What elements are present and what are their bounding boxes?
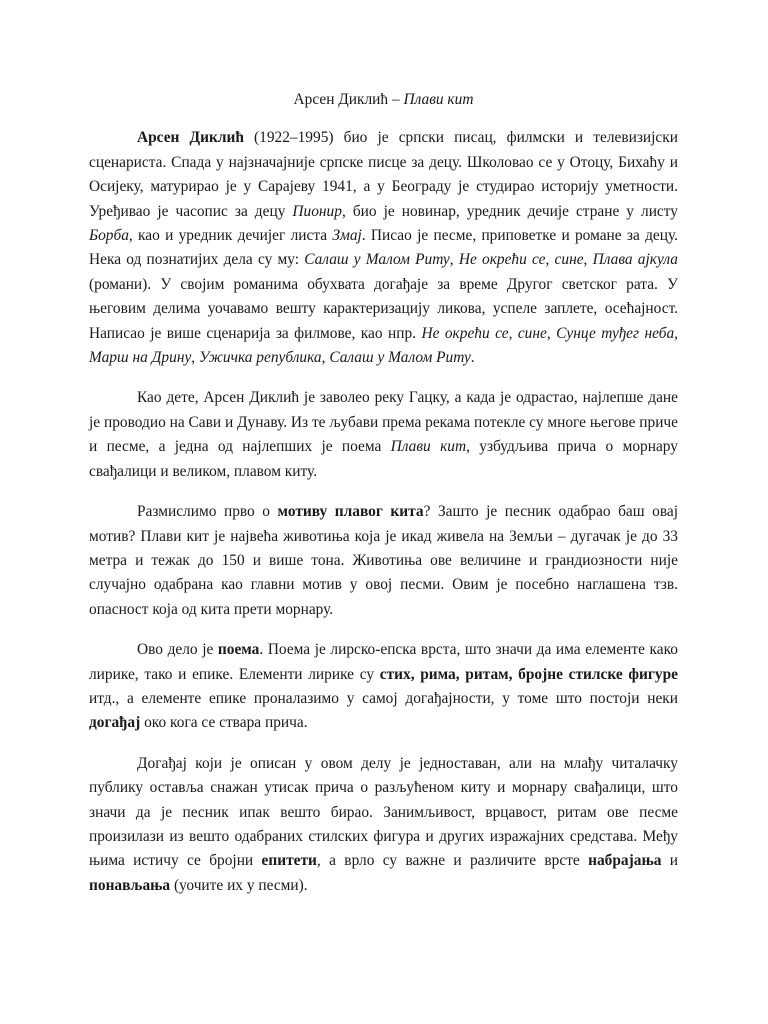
- italic-text: Не окрећи се, сине: [421, 324, 547, 342]
- paragraph: [89, 126, 678, 370]
- italic-text: Плава ајкула: [592, 251, 678, 269]
- italic-text: Марш на Дрину: [89, 349, 192, 367]
- italic-text: Салаш у Малом Риту: [304, 251, 450, 269]
- text-run: ,: [583, 251, 593, 269]
- document-page: [89, 88, 678, 914]
- italic-text: Борба: [89, 227, 129, 245]
- text-run: ,: [674, 324, 679, 342]
- bold-text: понављања: [89, 876, 171, 894]
- text-run: .: [470, 349, 475, 367]
- italic-text: Салаш у Малом Риту: [329, 349, 471, 367]
- text-run: . Писао је песме, приповетке и романе за децу. Нека од познатијих дела су му:: [89, 227, 678, 269]
- bold-text: стих, рима, ритам, бројне стилске фигуре: [379, 665, 678, 683]
- text-run: итд., а елементе епике проналазимо у самој догађајности, у томе што постоји неки: [89, 689, 678, 707]
- title-author: Арсен Диклић: [293, 91, 389, 108]
- paragraph: [89, 500, 678, 622]
- italic-text: Сунце туђег неба: [556, 324, 675, 342]
- title-work: Плави кит: [403, 91, 474, 108]
- text-run: ,: [546, 324, 557, 342]
- bold-text: поема: [217, 641, 260, 659]
- text-run: Као дете, Арсен Диклић је заволео реку Гацку, а када је одрастао, најлепше дане је проводио на Сави и Дунаву. Из те љубави према рекама потекле су многе његове приче и песме, а једна од најлепших је поема: [89, 389, 678, 456]
- text-run: (1922–1995) био је српски писац, филмски и телевизијски сценариста. Спада у најзначајније српске писце за децу. Школовао се у Отоцу, Бихаћу и Осијеку, матурирао је у Сарајеву 1941, а у Београду је студирао историју уметности. Уређивао је часопис за децу: [89, 129, 678, 220]
- italic-text: Змај: [332, 227, 362, 245]
- bold-text: епитети: [261, 852, 317, 870]
- italic-text: Плави кит: [390, 438, 467, 456]
- text-run: Ово дело је: [137, 641, 218, 659]
- paragraph: [89, 752, 678, 898]
- text-run: око кога се ствара прича.: [140, 714, 308, 732]
- italic-text: Не окрећи се, сине: [458, 251, 584, 269]
- bold-text: набрајања: [588, 852, 662, 870]
- italic-text: Пионир: [292, 202, 342, 220]
- paragraph: [89, 638, 678, 736]
- title-separator: –: [388, 91, 404, 108]
- document-title: [89, 88, 678, 112]
- paragraph: [89, 386, 678, 484]
- document-body: [89, 126, 678, 898]
- text-run: ? Зашто је песник одабрао баш овај мотив? Плави кит је највећа животиња која је икад живела на Земљи – дугачак је до 33 метра и тежак до 150 и више тона. Животиња ове величине и грандиозности није случајно одабрана као главни мотив у овој песми. Овим је посебно наглашена тзв. опасност која од кита прети морнару.: [89, 503, 678, 618]
- text-run: ,: [321, 349, 330, 367]
- bold-text: мотиву плавог кита: [277, 503, 424, 521]
- text-run: (романи). У својим романима обухвата догађаје за време Другог светског рата. У његовим делима уочавамо вешту карактеризацију ликова, успеле заплете, осећајност. Написао је више сценарија за филмове, као нпр.: [89, 275, 678, 342]
- text-run: , а врло су важне и различите врсте: [316, 852, 589, 870]
- text-run: , као и уредник дечијег листа: [128, 227, 333, 245]
- bold-text: догађај: [89, 714, 141, 732]
- text-run: ,: [191, 349, 199, 367]
- text-run: (уочите их у песми).: [170, 876, 308, 894]
- bold-text: Арсен Диклић: [137, 129, 244, 147]
- text-run: Размислимо прво о: [137, 503, 278, 521]
- italic-text: Ужичка република: [199, 349, 322, 367]
- text-run: , био је новинар, уредник дечије стране у листу: [341, 202, 678, 220]
- text-run: и: [661, 852, 678, 870]
- text-run: , узбудљива прича о морнару свађалици и великом, плавом киту.: [89, 438, 678, 480]
- text-run: ,: [449, 251, 459, 269]
- text-run: . Поема је лирско-епска врста, што значи да има елементе како лирике, тако и епике. Елементи лирике су: [89, 641, 678, 683]
- text-run: Догађај који је описан у овом делу је једноставан, али на млађу читалачку публику оставља снажан утисак прича о разљућеном киту и морнару свађалици, што значи да је песник ипак вешто бирао. Занимљивост, врцавост, ритам ове песме произилази из вешто одабраних стилских фигура и других изражајних средстава. Међу њима истичу се бројни: [89, 754, 678, 870]
